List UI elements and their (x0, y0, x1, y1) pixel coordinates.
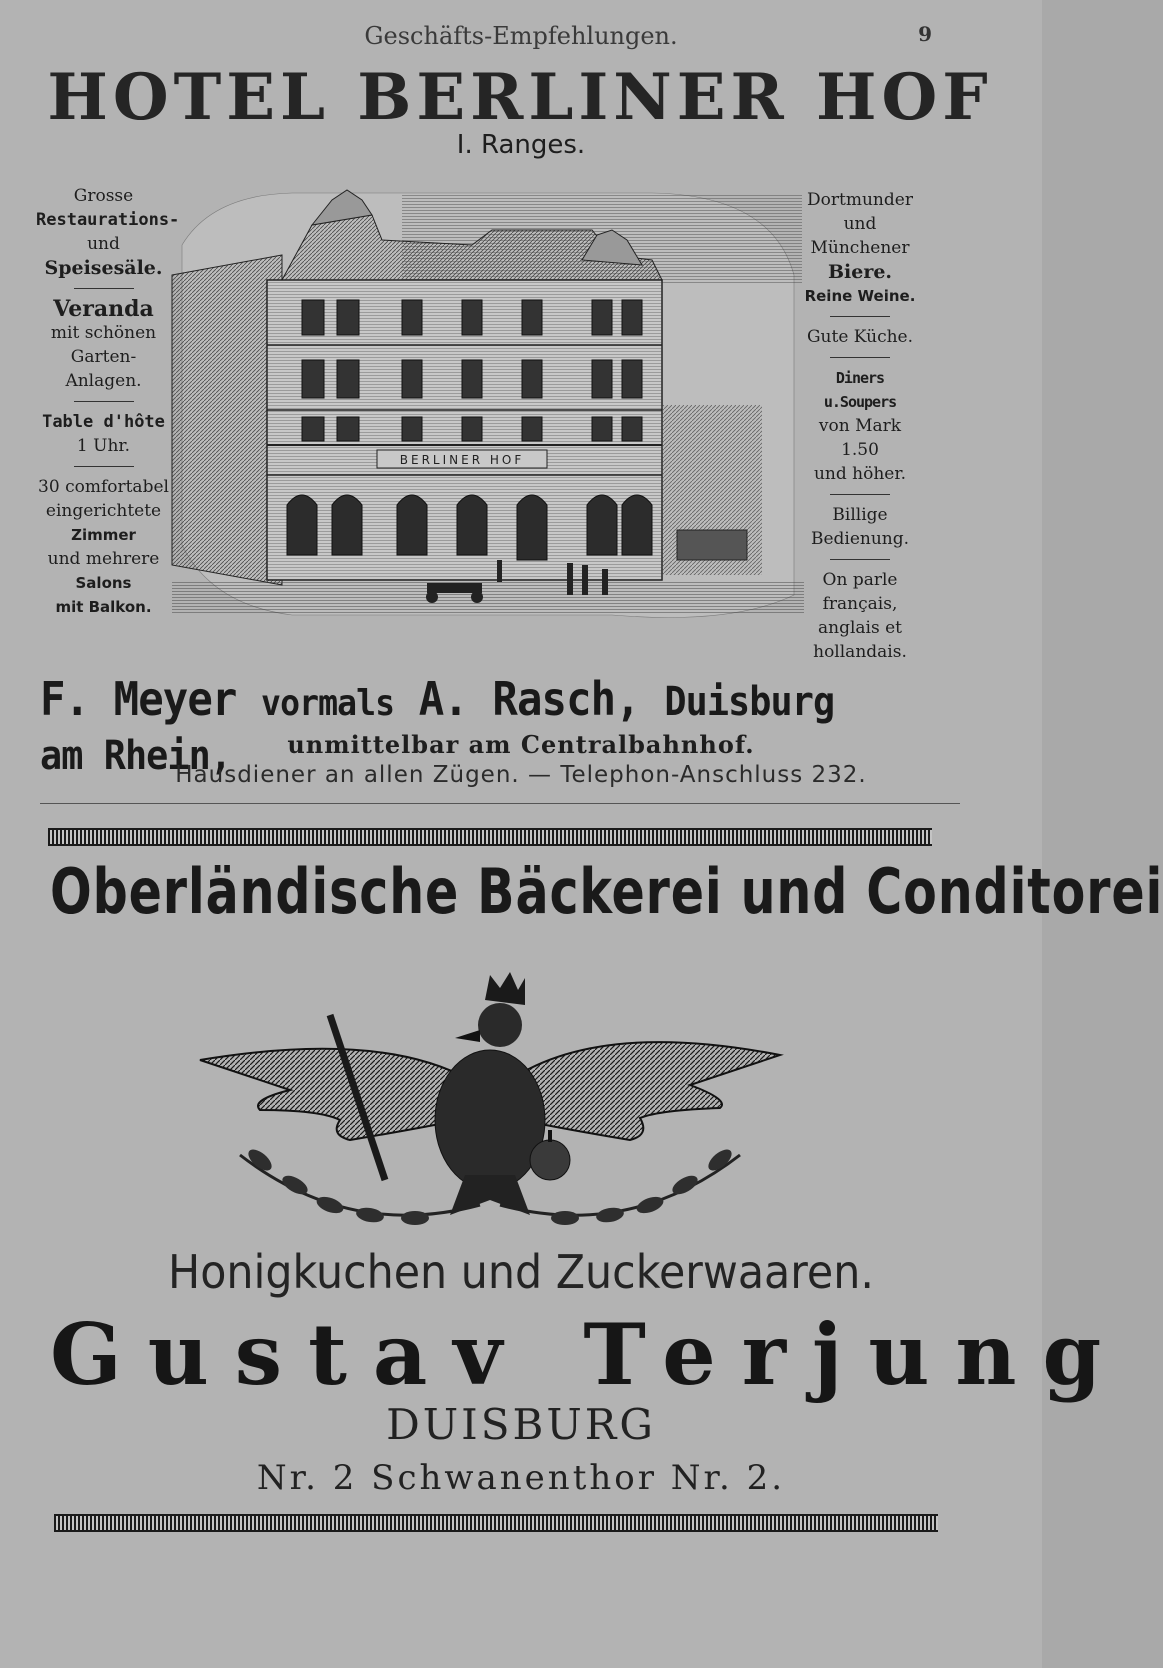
eagle-emblem (200, 960, 780, 1230)
section-header: Geschäfts-Empfehlungen. (364, 22, 678, 50)
left-line: mit schönen (50, 323, 157, 343)
hotel-left-column (36, 184, 180, 619)
proprietor-former: A. Rasch, (418, 672, 640, 726)
ornamental-border-bottom (54, 1514, 938, 1532)
right-line: Diners u.Soupers (823, 369, 897, 411)
vormals-word: vormals (261, 683, 395, 724)
left-line: Zimmer (71, 526, 136, 544)
left-line: mit Balkon. (55, 598, 152, 616)
bakery-title: Oberländische Bäckerei und Conditorei (50, 855, 1163, 928)
left-line: Speisesäle. (44, 257, 163, 279)
ornamental-border-top (48, 828, 932, 846)
divider (830, 494, 890, 495)
bakery-address: Nr. 2 Schwanenthor Nr. 2. (256, 1458, 786, 1498)
left-line: Grosse (73, 186, 134, 206)
right-line: Bedienung. (810, 529, 910, 549)
bakery-city: DUISBURG (386, 1400, 656, 1449)
right-line: Biere. (827, 261, 893, 283)
right-line: Billige (832, 505, 888, 525)
right-line: français, (822, 594, 898, 614)
hotel-location: Duisburg am Rhein, (40, 679, 835, 779)
building-sign: BERLINER HOF (399, 453, 525, 467)
left-line: 30 comfortabel (38, 477, 169, 497)
left-line: 1 Uhr. (76, 436, 131, 456)
right-line: und (843, 214, 877, 234)
divider (74, 401, 134, 402)
right-line: Dortmunder (807, 190, 913, 210)
right-line: Gute Küche. (806, 327, 914, 347)
section-divider (40, 803, 960, 804)
hotel-title: HOTEL BERLINER HOF (47, 60, 993, 135)
bakery-products: Honigkuchen und Zuckerwaaren. (168, 1245, 874, 1299)
left-line: Salons (75, 574, 132, 592)
divider (830, 559, 890, 560)
left-line: Veranda (53, 296, 154, 322)
left-line: Garten- (70, 347, 137, 367)
right-line: von Mark 1.50 (818, 416, 902, 460)
hotel-right-column (800, 188, 920, 664)
right-line: Münchener (810, 238, 910, 258)
left-line: und (87, 234, 120, 254)
right-line: On parle (822, 570, 898, 590)
station-proximity: unmittelbar am Centralbahnhof. (287, 730, 755, 759)
page-number: 9 (918, 22, 932, 46)
left-line: Anlagen. (65, 371, 142, 391)
right-line: anglais et (818, 618, 902, 638)
left-line: und mehrere (47, 549, 160, 569)
right-line: hollandais. (813, 642, 907, 662)
hotel-rank: I. Ranges. (456, 130, 586, 160)
service-telephone-line: Hausdiener an allen Zügen. — Telephon-Anschluss 232. (175, 762, 867, 788)
left-line: eingerichtete (45, 501, 162, 521)
divider (830, 316, 890, 317)
left-line: Table d'hôte (42, 412, 165, 432)
right-line: Reine Weine. (804, 287, 916, 305)
hotel-building-illustration (172, 185, 804, 655)
bakery-owner: Gustav Terjung (50, 1305, 1128, 1404)
divider (830, 357, 890, 358)
divider (74, 466, 134, 467)
proprietor-current: F. Meyer (40, 672, 237, 726)
left-line: Restaurations- (36, 210, 180, 230)
divider (74, 288, 134, 289)
right-line: und höher. (813, 464, 907, 484)
